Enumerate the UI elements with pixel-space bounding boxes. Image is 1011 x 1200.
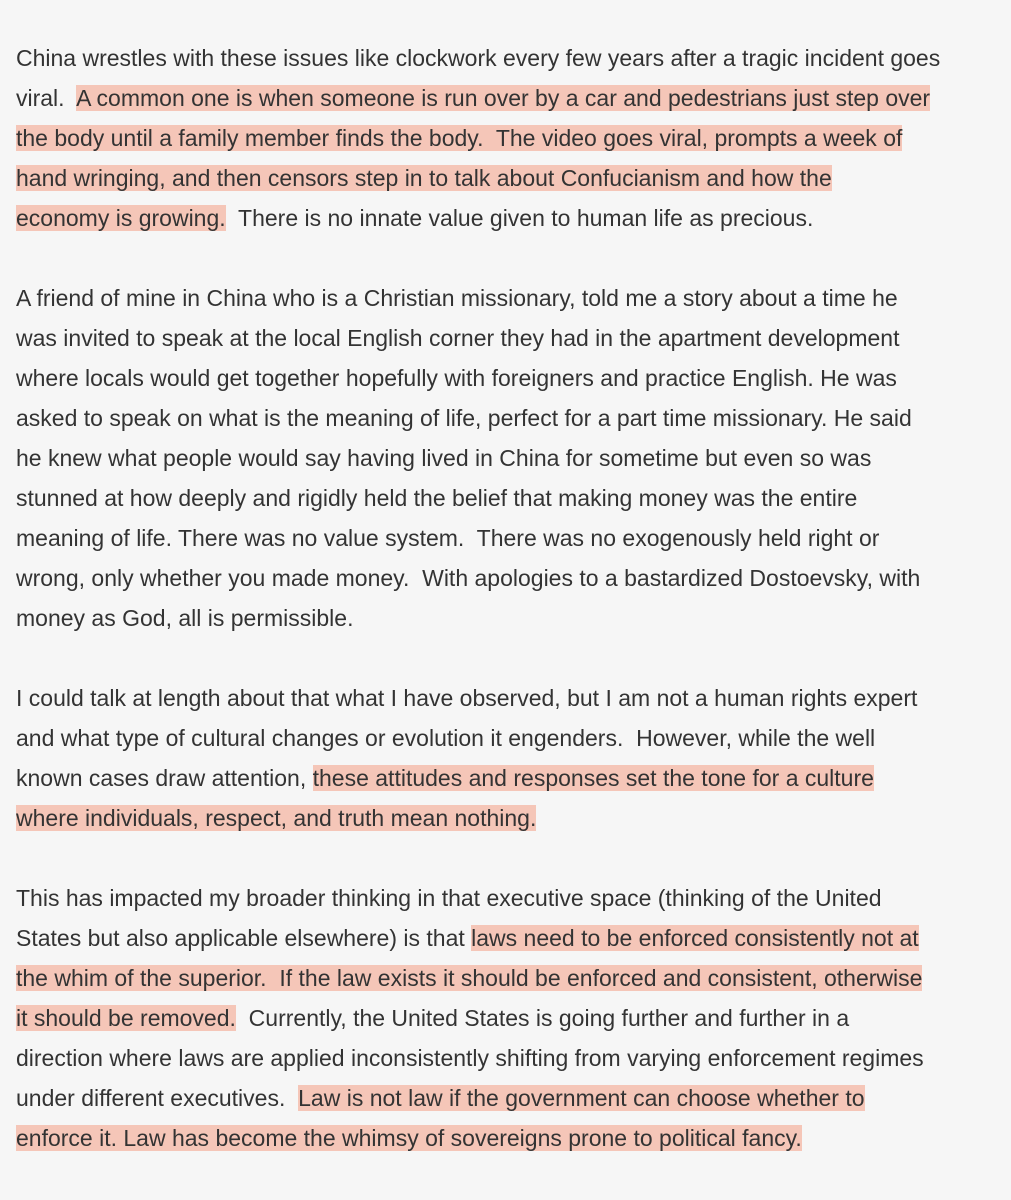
text-line xyxy=(16,998,1001,1038)
body-text: money as God, all is permissible. xyxy=(16,605,354,631)
text-line xyxy=(16,918,1001,958)
highlighted-text: laws need to be enforced consistently not at xyxy=(471,925,919,951)
text-line xyxy=(16,598,1001,638)
text-line xyxy=(16,518,1001,558)
body-text: States but also applicable elsewhere) is that xyxy=(16,925,472,951)
text-line xyxy=(16,78,1001,118)
highlighted-text: where individuals, respect, and truth mean nothing. xyxy=(16,805,537,831)
body-text: known cases draw attention, xyxy=(16,765,313,791)
body-text: Currently, the United States is going further and further in a xyxy=(235,1005,850,1031)
body-text: viral. xyxy=(16,85,77,111)
highlighted-text: the body until a family member finds the body. The video goes viral, prompts a week of xyxy=(16,125,903,151)
text-line xyxy=(16,558,1001,598)
text-line xyxy=(16,358,1001,398)
highlighted-text: Law is not law if the government can choose whether to xyxy=(298,1085,865,1111)
text-line xyxy=(16,38,1001,78)
paragraph xyxy=(16,38,1001,238)
text-line xyxy=(16,958,1001,998)
body-text: This has impacted my broader thinking in that executive space (thinking of the United xyxy=(16,885,882,911)
text-line xyxy=(16,118,1001,158)
body-text: direction where laws are applied inconsistently shifting from varying enforcement regimes xyxy=(16,1045,924,1071)
text-line xyxy=(16,198,1001,238)
highlighted-text: the whim of the superior. If the law exists it should be enforced and consistent, otherwise xyxy=(16,965,923,991)
paragraph xyxy=(16,678,1001,838)
body-text: meaning of life. There was no value system. There was no exogenously held right or xyxy=(16,525,880,551)
text-line xyxy=(16,1038,1001,1078)
text-line xyxy=(16,1078,1001,1118)
body-text: A friend of mine in China who is a Christian missionary, told me a story about a time he xyxy=(16,285,898,311)
text-line xyxy=(16,318,1001,358)
text-line xyxy=(16,158,1001,198)
body-text: I could talk at length about that what I have observed, but I am not a human rights expert xyxy=(16,685,918,711)
body-text: and what type of cultural changes or evolution it engenders. However, while the well xyxy=(16,725,876,751)
highlighted-text: enforce it. Law has become the whimsy of sovereigns prone to political fancy. xyxy=(16,1125,802,1151)
body-text: he knew what people would say having lived in China for sometime but even so was xyxy=(16,445,872,471)
text-line xyxy=(16,798,1001,838)
text-line xyxy=(16,678,1001,718)
body-text: under different executives. xyxy=(16,1085,299,1111)
paragraph xyxy=(16,278,1001,638)
body-text: was invited to speak at the local English corner they had in the apartment development xyxy=(16,325,900,351)
body-text: There is no innate value given to human life as precious. xyxy=(225,205,814,231)
highlighted-text: these attitudes and responses set the tone for a culture xyxy=(312,765,874,791)
highlighted-text: it should be removed. xyxy=(16,1005,236,1031)
paragraph xyxy=(16,878,1001,1158)
text-line xyxy=(16,718,1001,758)
text-line xyxy=(16,878,1001,918)
text-line xyxy=(16,1118,1001,1158)
highlighted-text: A common one is when someone is run over by a car and pedestrians just step over xyxy=(76,85,931,111)
body-text: China wrestles with these issues like clockwork every few years after a tragic incident goes xyxy=(16,45,941,71)
text-line xyxy=(16,478,1001,518)
text-line xyxy=(16,758,1001,798)
highlighted-text: hand wringing, and then censors step in to talk about Confucianism and how the xyxy=(16,165,832,191)
highlighted-text: economy is growing. xyxy=(16,205,226,231)
body-text: stunned at how deeply and rigidly held the belief that making money was the entire xyxy=(16,485,858,511)
body-text: wrong, only whether you made money. With apologies to a bastardized Dostoevsky, with xyxy=(16,565,921,591)
body-text: asked to speak on what is the meaning of life, perfect for a part time missionary. He said xyxy=(16,405,912,431)
body-text: where locals would get together hopefully with foreigners and practice English. He was xyxy=(16,365,897,391)
text-line xyxy=(16,398,1001,438)
text-line xyxy=(16,438,1001,478)
text-line xyxy=(16,278,1001,318)
